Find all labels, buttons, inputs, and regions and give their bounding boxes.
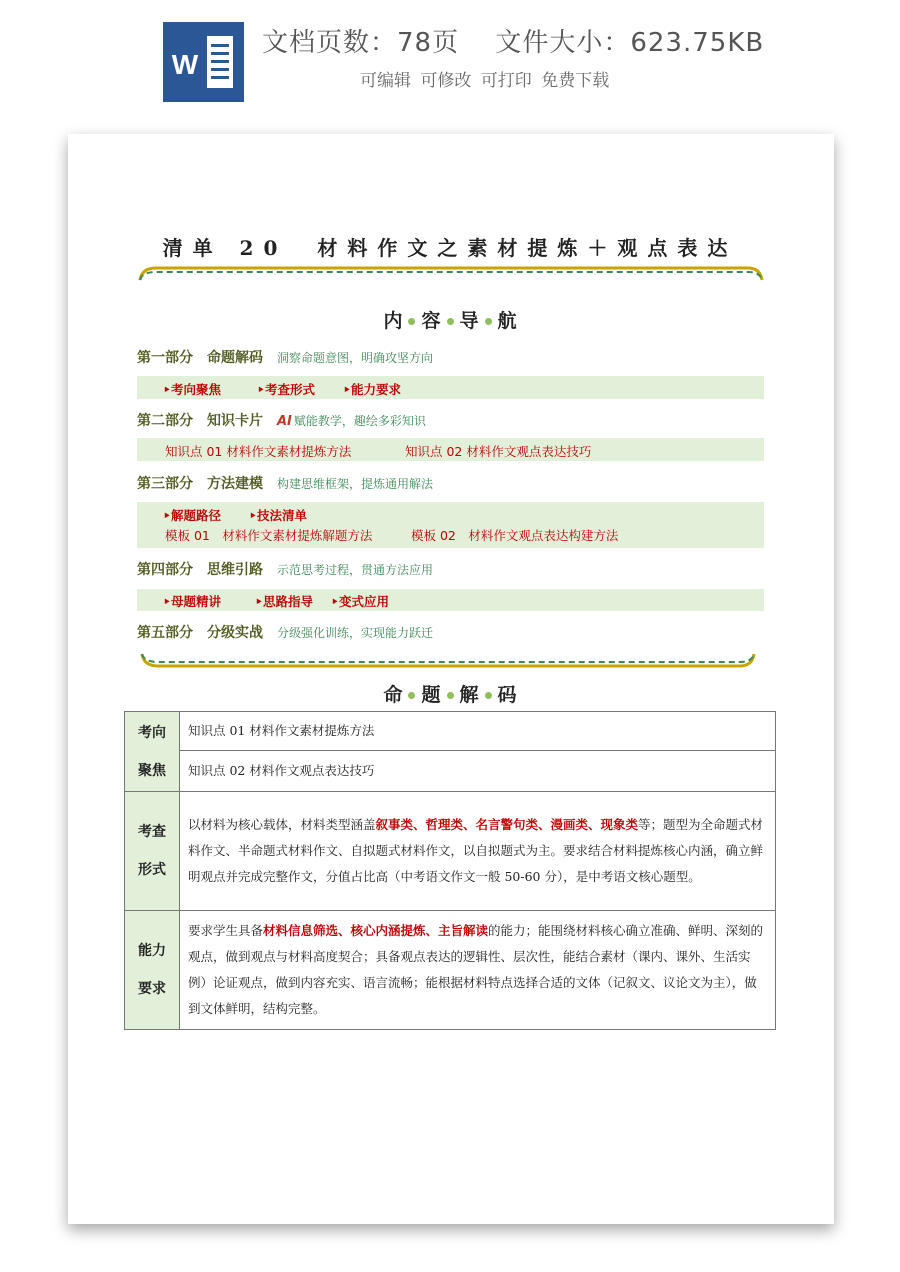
- document-features: 可编辑 可修改 可打印 免费下载: [360, 71, 610, 91]
- nav-part-4: 第四部分 思维引路 示范思考过程，贯通方法应用: [137, 562, 434, 578]
- decode-table: [124, 711, 776, 1030]
- document-title: 清单 20 材料作文之素材提炼＋观点表达: [162, 236, 738, 260]
- dot-icon: [447, 318, 454, 325]
- focus-item-2: 知识点 02 材料作文观点表达技巧: [180, 751, 776, 792]
- nav-part-1: 第一部分 命题解码 洞察命题意图，明确攻坚方向: [137, 350, 434, 366]
- dot-icon: [408, 318, 415, 325]
- nav-part-3: 第三部分 方法建模 构建思维框架，提炼通用解法: [137, 476, 434, 492]
- form-header: 考查 形式: [125, 792, 180, 911]
- nav-band-2: 知识点 01 材料作文素材提炼方法 知识点 02 材料作文观点表达技巧: [137, 438, 764, 461]
- nav-band-4: ‣母题精讲 ‣思路指导 ‣变式应用: [137, 589, 764, 611]
- material-types-highlight: 叙事类、哲理类、名言警句类、漫画类、现象类: [375, 817, 639, 832]
- ability-header: 能力 要求: [125, 911, 180, 1030]
- dot-icon: [447, 692, 454, 699]
- form-content: 以材料为核心载体，材料类型涵盖叙事类、哲理类、名言警句类、漫画类、现象类等；题型为全命题式材料作文、半命题式材料作文、自拟题式材料作文，以自拟题式为主。要求结合材料提炼核心内涵，确立鲜明观点并完成完整作文，分值占比高（中考语文作文一般 50-60 分），是中考语文核心题型。: [180, 792, 776, 911]
- nav-part-2: 第二部分 知识卡片 AI 赋能教学，趣绘多彩知识: [137, 413, 426, 429]
- nav-heading: 内 容 导 航: [383, 310, 517, 332]
- word-logo-letter: W: [171, 49, 199, 80]
- table-row: [125, 911, 776, 1030]
- nav-band-1: ‣考向聚焦 ‣考查形式 ‣能力要求: [137, 376, 764, 399]
- ability-highlight: 材料信息筛选、核心内涵提炼、主旨解读: [263, 923, 489, 938]
- dot-icon: [408, 692, 415, 699]
- table-row: [125, 792, 776, 911]
- ai-badge: AI: [277, 414, 292, 429]
- focus-header: 考向 聚焦: [125, 712, 180, 792]
- table-row: [125, 712, 776, 751]
- table-row: [125, 751, 776, 792]
- word-document-icon: [163, 22, 244, 102]
- decode-heading: 命 题 解 码: [383, 684, 517, 706]
- ability-content: 要求学生具备材料信息筛选、核心内涵提炼、主旨解读的能力；能围绕材料核心确立准确、鲜明、深刻的观点，做到观点与材料高度契合；具备观点表达的逻辑性、层次性，能结合素材（课内、课外、生活实例）论证观点，做到内容充实、语言流畅；能根据材料特点选择合适的文体（记叙文、议论文为主），做到文体鲜明，结构完整。: [180, 911, 776, 1030]
- nav-part-5: 第五部分 分级实战 分级强化训练，实现能力跃迁: [137, 625, 434, 641]
- dot-icon: [485, 318, 492, 325]
- focus-item-1: 知识点 01 材料作文素材提炼方法: [180, 712, 776, 751]
- dot-icon: [485, 692, 492, 699]
- nav-band-3: ‣解题路径 ‣技法清单 模板 01 材料作文素材提炼解题方法 模板 02 材料作文观点表达构建方法: [137, 502, 764, 548]
- document-stats: 文档页数：78页 文件大小：623.75KB: [262, 28, 765, 58]
